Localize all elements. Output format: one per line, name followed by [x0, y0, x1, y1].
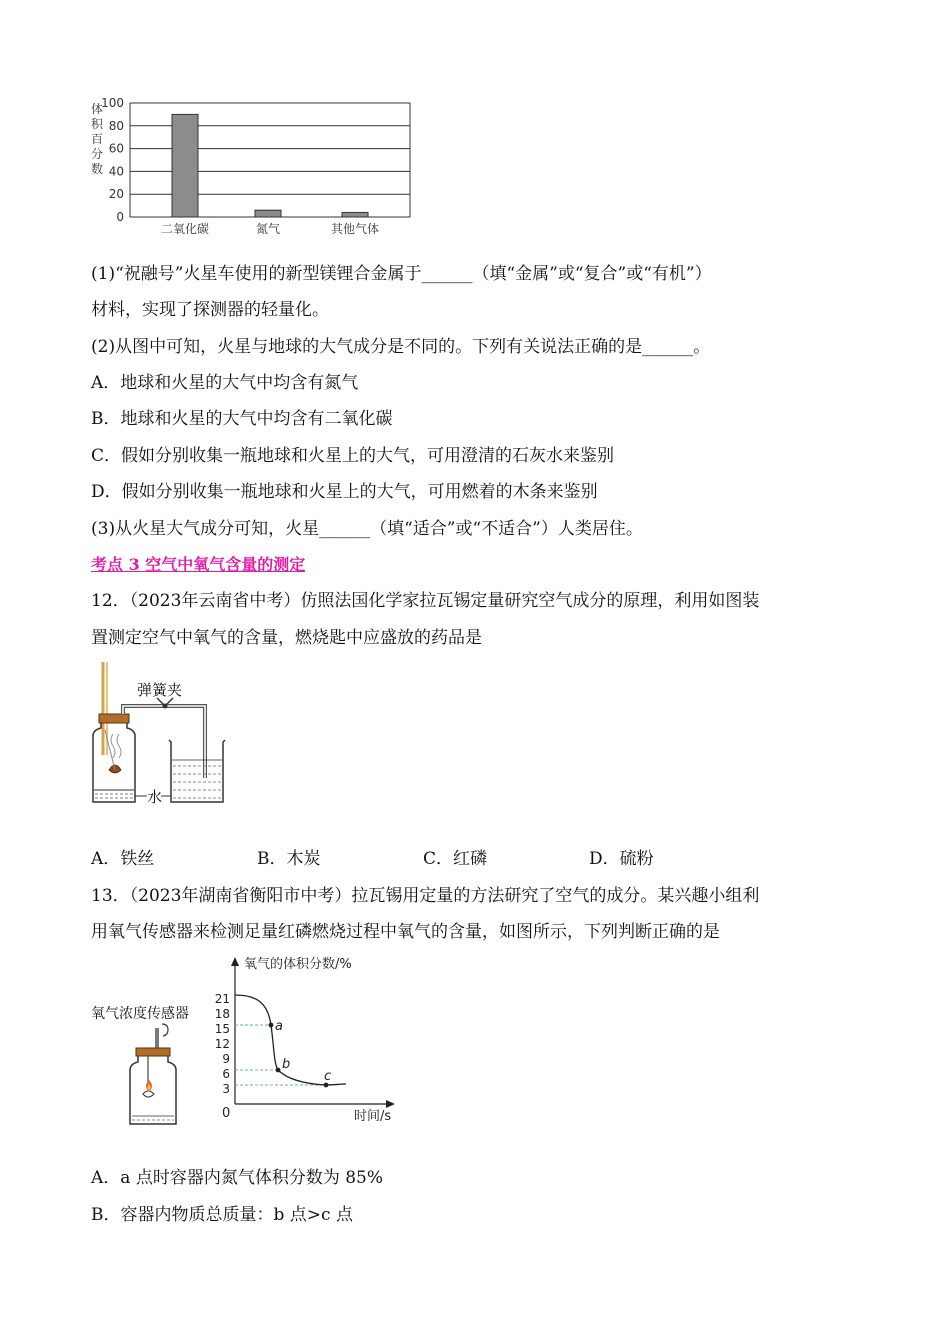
- y-tick-label: 40: [108, 164, 124, 179]
- graph-y-tick: 18: [214, 1007, 230, 1021]
- x-tick-label: 其他气体: [330, 222, 380, 236]
- q11-option-c: C．假如分别收集一瓶地球和火星上的大气，可用澄清的石灰水来鉴别: [91, 446, 615, 466]
- y-tick-label: 100: [101, 96, 124, 110]
- point-b-label: b: [282, 1057, 291, 1072]
- point-a-label: a: [275, 1019, 283, 1034]
- graph-y-tick: 3: [222, 1082, 230, 1096]
- q11-part3: (3)从火星大气成分可知，火星______（填“适合”或“不适合”）人类居住。: [91, 519, 643, 539]
- graph-y-tick: 15: [214, 1022, 230, 1036]
- y-label-char: 百: [91, 132, 104, 146]
- q11-part1-cont: 材料，实现了探测器的轻量化。: [91, 300, 329, 320]
- x-tick-label: 二氧化碳: [160, 222, 210, 236]
- graph-y-label: 氧气的体积分数/%: [244, 957, 352, 972]
- bar-2: [255, 210, 281, 217]
- q11-part2: (2)从图中可知，火星与地球的大气成分是不同的。下列有关说法正确的是______。: [91, 337, 711, 357]
- bar-1: [172, 114, 198, 217]
- bar-3: [342, 212, 368, 217]
- sensor-label: 氧气浓度传感器: [91, 1006, 189, 1022]
- chart-y-label: [91, 101, 104, 176]
- oxygen-graph: [210, 952, 410, 1127]
- y-label-char: 数: [91, 162, 104, 176]
- graph-y-tick: 6: [222, 1067, 230, 1081]
- y-tick-label: 20: [108, 187, 124, 202]
- graph-y-tick: 12: [214, 1037, 230, 1051]
- y-tick-label: 80: [108, 118, 124, 133]
- q13-stem-line2: 用氧气传感器来检测足量红磷燃烧过程中氧气的含量，如图所示，下列判断正确的是: [91, 922, 720, 942]
- q13-option-a: A．a 点时容器内氮气体积分数为 85%: [91, 1168, 384, 1188]
- q11-option-d: D．假如分别收集一瓶地球和火星上的大气，可用燃着的木条来鉴别: [91, 482, 598, 502]
- clip-label: 弹簧夹: [137, 681, 183, 699]
- graph-y-tick: 9: [222, 1052, 230, 1066]
- q13-sensor-apparatus: [118, 1022, 198, 1132]
- graph-y-ticks: [215, 992, 230, 1096]
- q11-part1: (1)“祝融号”火星车使用的新型镁锂合金属于______（填“金属”或“复合”或“有机”）: [91, 264, 712, 284]
- q11-option-b: B．地球和火星的大气中均含有二氧化碳: [91, 409, 393, 429]
- y-tick-label: 60: [108, 141, 124, 156]
- q12-option-b: B．木炭: [257, 849, 321, 869]
- y-label-char: 分: [91, 147, 104, 161]
- point-c-label: c: [324, 1069, 332, 1084]
- graph-origin: 0: [222, 1106, 231, 1121]
- x-tick-label: 氮气: [255, 222, 281, 236]
- q12-option-c: C．红磷: [423, 849, 488, 869]
- q12-option-d: D．硫粉: [589, 849, 654, 869]
- chart-x-ticks: [161, 221, 379, 236]
- graph-x-label: 时间/s: [354, 1109, 392, 1124]
- q13-option-b: B．容器内物质总质量：b 点>c 点: [91, 1205, 353, 1225]
- y-tick-label: 0: [116, 210, 124, 224]
- q11-option-a: A．地球和火星的大气中均含有氮气: [91, 373, 359, 393]
- bar-chart: [85, 95, 425, 240]
- chart-y-ticks: [101, 96, 124, 224]
- section-heading: 考点 3 空气中氧气含量的测定: [91, 555, 306, 574]
- q12-stem-line2: 置测定空气中氧气的含量，燃烧匙中应盛放的药品是: [91, 628, 482, 648]
- y-label-char: 积: [91, 117, 104, 131]
- graph-y-tick: 21: [214, 992, 230, 1006]
- water-label: 水: [147, 788, 163, 806]
- q12-stem-line1: 12．（2023年云南省中考）仿照法国化学家拉瓦锡定量研究空气成分的原理，利用如图装: [91, 591, 760, 611]
- q12-option-a: A．铁丝: [91, 849, 155, 869]
- y-label-char: 体: [91, 102, 104, 116]
- chart-bars: [172, 114, 368, 217]
- q13-stem-line1: 13．（2023年湖南省衡阳市中考）拉瓦锡用定量的方法研究了空气的成分。某兴趣小组利: [91, 886, 760, 906]
